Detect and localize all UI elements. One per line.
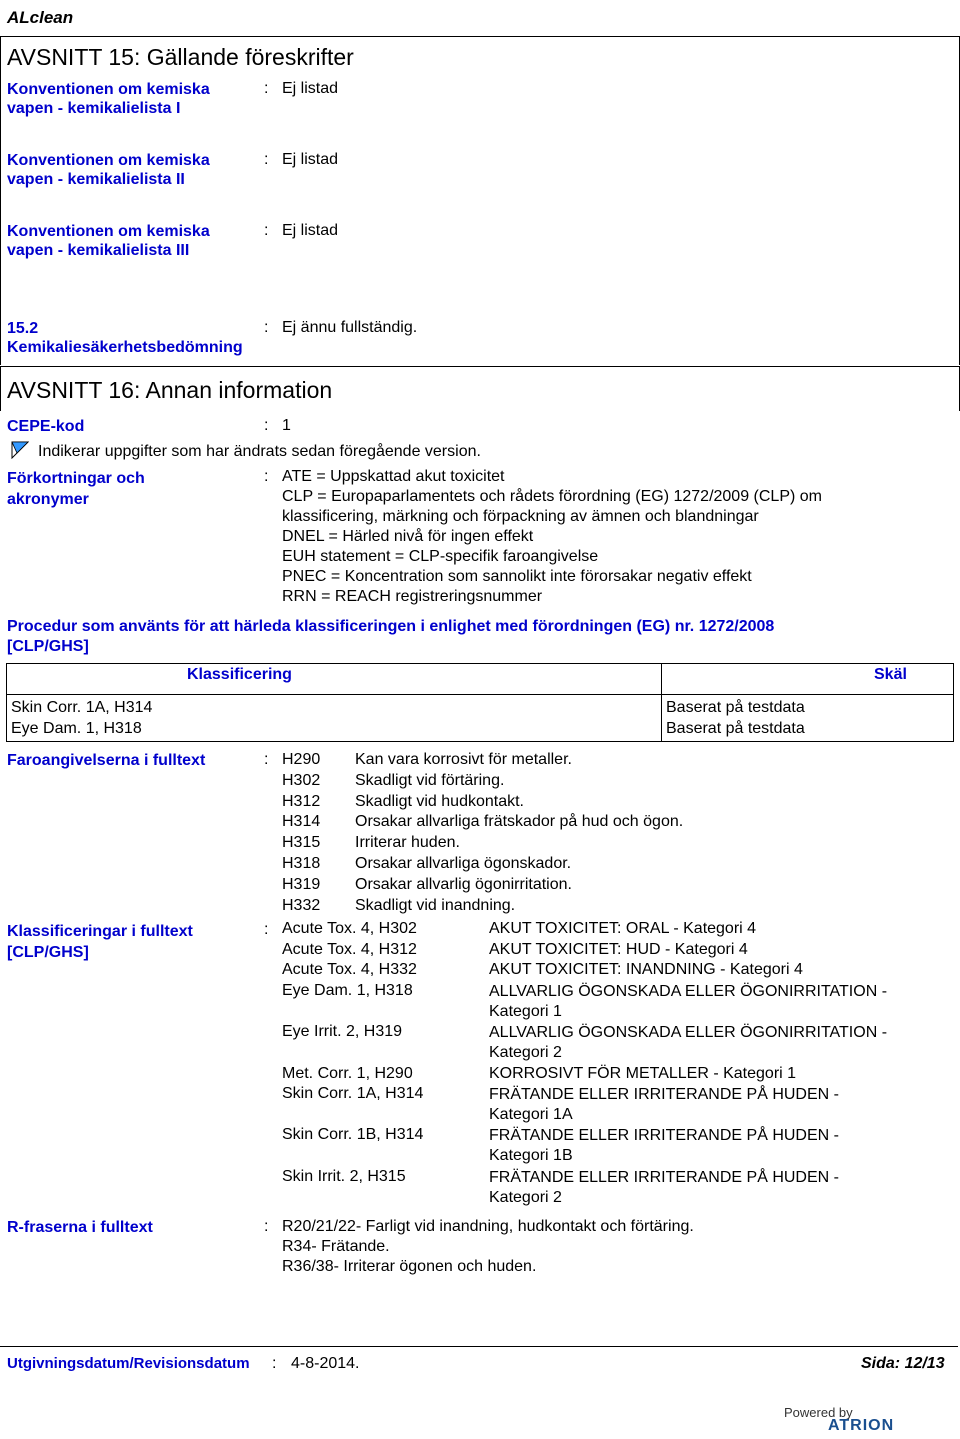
hazard-statements-label: Faroangivelserna i fulltext <box>7 752 206 769</box>
class-text: ALLVARLIG ÖGONSKADA ELLER ÖGONIRRITATION - Kategori 2 <box>489 1024 888 1061</box>
class-text: AKUT TOXICITET: ORAL - Kategori 4 <box>489 920 757 937</box>
abbreviation-line: klassificering, märkning och förpackning av ämnen och blandningar <box>282 508 759 525</box>
class-text: AKUT TOXICITET: HUD - Kategori 4 <box>489 941 748 958</box>
class-text: FRÄTANDE ELLER IRRITERANDE PÅ HUDEN - Kategori 2 <box>489 1169 839 1206</box>
table-header-classification: Klassificering <box>7 664 662 695</box>
abbreviation-line: ATE = Uppskattad akut toxicitet <box>282 468 505 485</box>
issue-date-label: Utgivningsdatum/Revisionsdatum <box>7 1355 250 1372</box>
abbreviations-label: Förkortningar och akronymer <box>7 470 145 508</box>
table-row: Baserat på testdata <box>666 699 805 716</box>
classifications-label: Klassificeringar i fulltext [CLP/GHS] <box>7 923 193 961</box>
abbreviations-list <box>282 467 822 607</box>
section-15-title: AVSNITT 15: Gällande föreskrifter <box>7 44 354 70</box>
colon: : <box>272 1355 277 1372</box>
table-row: Eye Dam. 1, H318 <box>11 720 142 737</box>
issue-date-value: 4-8-2014. <box>291 1355 360 1372</box>
table-header-reason: Skäl <box>662 664 954 695</box>
class-code: Eye Dam. 1, H318 <box>282 982 413 999</box>
r-phrases-label: R-fraserna i fulltext <box>7 1219 153 1236</box>
colon: : <box>264 319 269 336</box>
colon: : <box>264 417 269 434</box>
cwc-list-1-value: Ej listad <box>282 80 339 97</box>
abbreviation-line: EUH statement = CLP-specifik faroangivelse <box>282 548 599 565</box>
footer-divider <box>0 1346 958 1347</box>
class-code: Skin Corr. 1B, H314 <box>282 1126 424 1143</box>
table-classification-cell <box>7 695 662 742</box>
class-text: KORROSIVT FÖR METALLER - Kategori 1 <box>489 1065 797 1082</box>
cepe-code-label: CEPE-kod <box>7 418 85 435</box>
class-text: FRÄTANDE ELLER IRRITERANDE PÅ HUDEN - Kategori 1B <box>489 1127 839 1164</box>
table-reason-cell <box>662 695 954 742</box>
class-text: FRÄTANDE ELLER IRRITERANDE PÅ HUDEN - Kategori 1A <box>489 1086 839 1123</box>
abbreviation-line: DNEL = Härled nivå för ingen effekt <box>282 528 534 545</box>
class-code: Acute Tox. 4, H302 <box>282 920 417 937</box>
abbreviation-line: RRN = REACH registreringsnummer <box>282 588 543 605</box>
r-phrases-list: R20/21/22- Farligt vid inandning, hudkontakt och förtäring. R34- Frätande. R36/38- Irriterar ögonen och huden. <box>282 1218 694 1275</box>
section-16-title: AVSNITT 16: Annan information <box>7 377 333 403</box>
cwc-list-2-label: Konventionen om kemiska vapen - kemikalielista II <box>7 152 210 188</box>
classification-procedure-table <box>6 663 954 742</box>
colon: : <box>264 151 269 168</box>
colon: : <box>264 80 269 97</box>
chemical-safety-assessment-label: 15.2 Kemikaliesäkerhetsbedömning <box>7 320 243 356</box>
class-code: Met. Corr. 1, H290 <box>282 1065 413 1082</box>
table-row: Baserat på testdata <box>666 720 805 737</box>
class-code: Skin Irrit. 2, H315 <box>282 1168 406 1185</box>
colon: : <box>264 1218 269 1235</box>
class-code: Acute Tox. 4, H332 <box>282 961 417 978</box>
cwc-list-2-value: Ej listad <box>282 151 339 168</box>
colon: : <box>264 751 269 768</box>
change-note: Indikerar uppgifter som har ändrats sedan föregående version. <box>38 443 481 460</box>
product-name: ALclean <box>7 8 74 27</box>
class-code: Skin Corr. 1A, H314 <box>282 1085 424 1102</box>
colon: : <box>264 921 269 938</box>
cwc-list-3-value: Ej listad <box>282 222 339 239</box>
class-code: Acute Tox. 4, H312 <box>282 941 417 958</box>
cwc-list-1-label: Konventionen om kemiska vapen - kemikalielista I <box>7 81 210 117</box>
abbreviation-line: CLP = Europaparlamentets och rådets förordning (EG) 1272/2009 (CLP) om <box>282 488 822 505</box>
atrion-logo <box>786 1405 894 1435</box>
class-code: Eye Irrit. 2, H319 <box>282 1023 403 1040</box>
procedure-title: Procedur som använts för att härleda klassificeringen i enlighet med förordningen (EG) nr. 1272/2008 [CLP/GHS] <box>7 618 775 655</box>
page-number: Sida: 12/13 <box>861 1355 945 1372</box>
class-text: AKUT TOXICITET: INANDNING - Kategori 4 <box>489 961 803 978</box>
powered-by-text: Powered by <box>784 1405 853 1420</box>
colon: : <box>264 222 269 239</box>
abbreviation-line: PNEC = Koncentration som sannolikt inte förorsakar negativ effekt <box>282 568 752 585</box>
brand-text: ATRION <box>828 1417 895 1434</box>
chemical-safety-assessment-value: Ej ännu fullständig. <box>282 319 418 336</box>
cepe-code-value: 1 <box>282 417 291 434</box>
hazard-codes: H290 H302 H312 H314 H315 H318 H319 H332 <box>282 751 321 914</box>
colon: : <box>264 468 269 485</box>
cwc-list-3-label: Konventionen om kemiska vapen - kemikalielista III <box>7 223 210 259</box>
table-row: Skin Corr. 1A, H314 <box>11 699 153 716</box>
change-indicator-icon <box>11 441 29 459</box>
hazard-texts: Kan vara korrosivt för metaller. Skadligt vid förtäring. Skadligt vid hudkontakt. Orsakar allvarliga frätskador på hud och ögon. Irriterar huden. Orsakar allvarliga ögonskador. Orsakar allvarlig ögonirritation. Skadligt vid inandning. <box>355 751 684 914</box>
class-text: ALLVARLIG ÖGONSKADA ELLER ÖGONIRRITATION - Kategori 1 <box>489 983 888 1020</box>
